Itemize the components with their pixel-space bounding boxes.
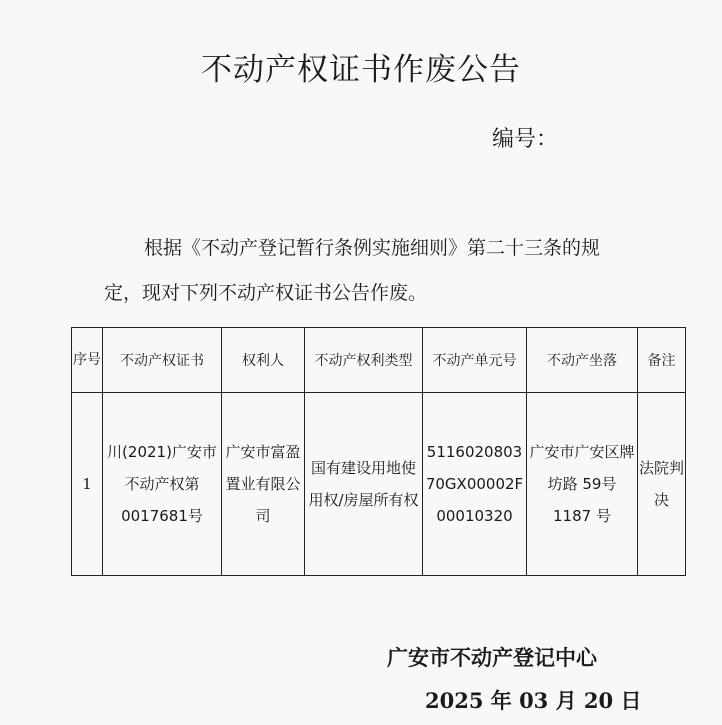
- notice-body-line-2: 定，现对下列不动产权证书公告作废。: [104, 282, 428, 304]
- cell-cert: 川(2021)广安市不动产权第 0017681号: [103, 393, 222, 576]
- issue-date: 2025 年 03 月 20 日: [425, 688, 642, 713]
- serial-number-label: 编号：: [492, 127, 559, 152]
- table-row: [72, 393, 686, 576]
- header-owner: 权利人: [222, 328, 305, 393]
- header-note: 备注: [638, 328, 686, 393]
- header-seq: 序号: [72, 328, 103, 393]
- header-unit-no: 不动产单元号: [423, 328, 527, 393]
- header-location: 不动产坐落: [527, 328, 638, 393]
- cell-right-type: 国有建设用地使用权/房屋所有权: [305, 393, 423, 576]
- notice-body: [104, 226, 664, 316]
- cell-unit-no: 511602080370GX00002F00010320: [423, 393, 527, 576]
- document-title: 不动产权证书作废公告: [201, 52, 521, 88]
- header-right-type: 不动产权利类型: [305, 328, 423, 393]
- cell-note: 法院判决: [638, 393, 686, 576]
- cell-owner: 广安市富盈置业有限公司: [222, 393, 305, 576]
- cell-seq: 1: [72, 393, 103, 576]
- notice-body-line-1: 根据《不动产登记暂行条例实施细则》第二十三条的规: [144, 237, 601, 259]
- void-certificate-table: [71, 327, 686, 576]
- cell-location: 广安市广安区牌坊路 59号 1187 号: [527, 393, 638, 576]
- issuer-name: 广安市不动产登记中心: [387, 646, 597, 670]
- table-header-row: [72, 328, 686, 393]
- header-cert: 不动产权证书: [103, 328, 222, 393]
